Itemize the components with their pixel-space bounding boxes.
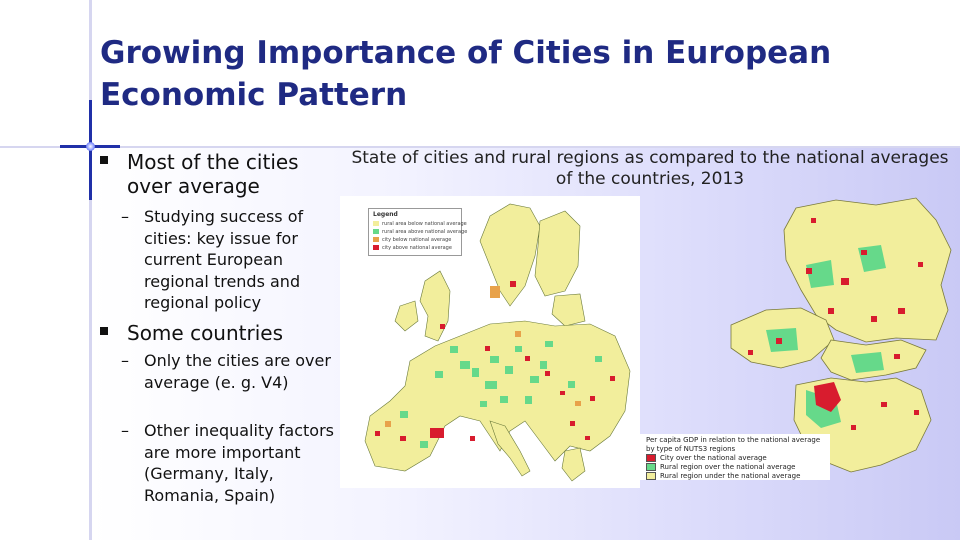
europe-map-legend: [368, 208, 468, 256]
legend-swatch: [373, 221, 379, 226]
europe-legend-item: [373, 237, 451, 243]
v4-legend-item: [646, 454, 767, 462]
legend-swatch: [373, 229, 379, 234]
legend-label: Rural region over the national average: [660, 463, 796, 471]
dash-bullet: –: [121, 207, 129, 226]
bullet-text: Most of the cities over average: [127, 150, 299, 198]
legend-label: Rural region under the national average: [660, 472, 801, 480]
accent-cross-dot: [86, 142, 95, 151]
v4-legend-title: Per capita GDP in relation to the national average by type of NUTS3 regions: [646, 436, 821, 453]
sub-bullet-text: Other inequality factors are more important (Germany, Italy, Romania, Spain): [144, 421, 334, 505]
legend-label: city above national average: [382, 245, 452, 251]
map-caption: State of cities and rural regions as compared to the national averages of the countries, 2013: [351, 148, 949, 189]
legend-swatch: [646, 463, 656, 471]
bullet-text: Some countries: [127, 321, 284, 345]
europe-map: [340, 196, 640, 488]
sub-bullet-text: Only the cities are over average (e. g. V4): [144, 351, 331, 392]
legend-swatch: [646, 472, 656, 480]
square-bullet-icon: [100, 327, 108, 335]
legend-label: City over the national average: [660, 454, 767, 462]
square-bullet-icon: [100, 156, 108, 164]
v4-legend-item: [646, 472, 800, 480]
sub-bullet-text: Studying success of cities: key issue for current European regional trends and regional policy: [144, 207, 304, 312]
legend-swatch: [373, 237, 379, 242]
dash-bullet: –: [121, 351, 129, 370]
europe-legend-item: [373, 245, 452, 251]
slide-title: Growing Importance of Cities in European Economic Pattern: [100, 35, 832, 113]
legend-label: city below national average: [382, 237, 452, 243]
legend-swatch: [373, 245, 379, 250]
legend-label: rural area below national average: [382, 221, 467, 227]
vertical-rule: [89, 0, 92, 540]
legend-swatch: [646, 454, 656, 462]
europe-legend-item: [373, 221, 467, 227]
dash-bullet: –: [121, 421, 129, 440]
v4-legend-item: [646, 463, 796, 471]
europe-legend-title: Legend: [373, 211, 398, 218]
europe-legend-item: [373, 229, 467, 235]
legend-label: rural area above national average: [382, 229, 468, 235]
v4-map-legend: [640, 434, 830, 480]
